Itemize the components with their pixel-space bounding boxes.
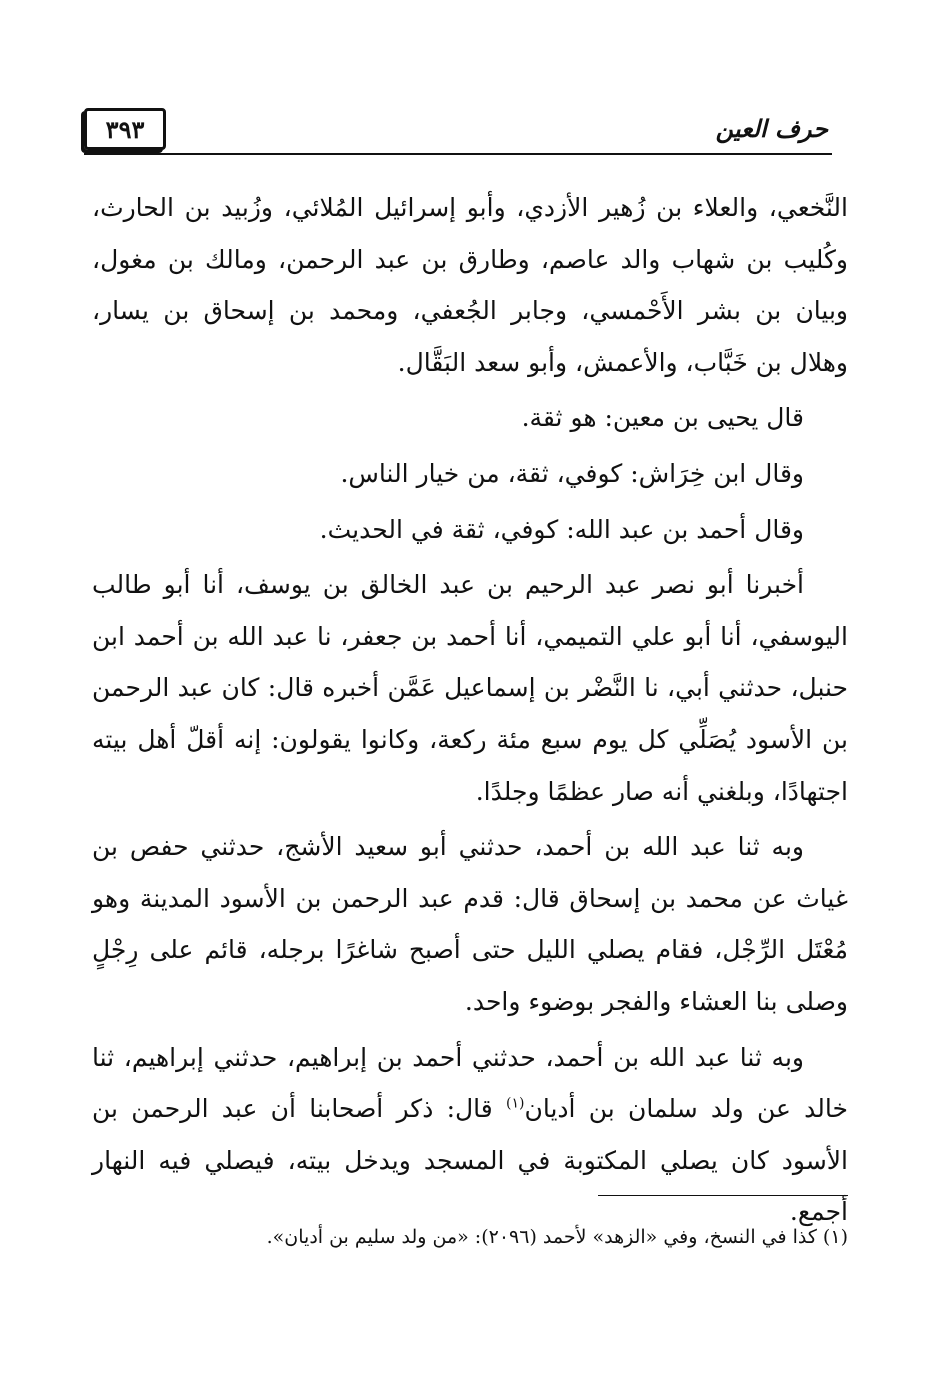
paragraph-narrators: النَّخعي، والعلاء بن زُهير الأزدي، وأبو إسرائيل المُلائي، وزُبيد بن الحارث، وكُليب بن شهاب والد عاصم، وطارق بن عبد الرحمن، ومالك بن مغول، وبيان بن بشر الأَحْمسي، وجابر الجُعفي، ومحمد بن إسحاق بن يسار، وهلال بن خَبَّاب، والأعمش، وأبو سعد البَقَّال.: [92, 193, 848, 377]
paragraph-ibn-main-quote: قال يحيى بن معين: هو ثقة.: [521, 403, 804, 433]
footnote: (١) كذا في النسخ، وفي «الزهد» لأحمد (٢٠٩٦): «من ولد سليم بن أديان».: [266, 1226, 848, 1248]
paragraph-isnad-3-part-1: وبه ثنا عبد الله بن أحمد، حدثني أحمد بن إبراهيم، حدثني إبراهيم، ثنا خالد عن ولد سلمان بن أديان: [92, 1042, 848, 1124]
paragraph-ibn-khirash-quote: وقال ابن خِرَاش: كوفي، ثقة، من خيار الناس.: [340, 458, 804, 488]
main-text: [92, 182, 848, 1242]
paragraph-isnad-3: [92, 1032, 848, 1238]
header-rule: [84, 153, 832, 155]
paragraph-ahmad-quote: وقال أحمد بن عبد الله: كوفي، ثقة في الحديث.: [319, 514, 804, 544]
paragraph-isnad-1: أخبرنا أبو نصر عبد الرحيم بن عبد الخالق بن يوسف، أنا أبو طالب اليوسفي، أنا أبو علي التميمي، أنا أحمد بن جعفر، نا عبد الله بن أحمد ابن حنبل، حدثني أبي، نا النَّضْر بن إسماعيل عَمَّن أخبره قال: كان عبد الرحمن بن الأسود يُصَلِّي كل يوم سبع مئة ركعة، وكانوا يقولون: إنه أقلّ أهل بيته اجتهادًا، وبلغني أنه صار عظمًا وجلدًا.: [92, 570, 848, 806]
paragraph-isnad-2: وبه ثنا عبد الله بن أحمد، حدثني أبو سعيد الأشج، حدثني حفص بن غياث عن محمد بن إسحاق قال: قدم عبد الرحمن بن الأسود المدينة وهو مُعْتَل الرِّجْل، فقام يصلي الليل حتى أصبح شاغرًا برجله، قائم على رِجْلٍ وصلى بنا العشاء والفجر بوضوء واحد.: [92, 832, 848, 1016]
paragraph-isnad-3-part-2: قال: ذكر أصحابنا أن عبد الرحمن بن الأسود كان يصلي المكتوبة في المسجد ويدخل بيته، فيصلي فيه النهار أجمع.: [92, 1094, 848, 1227]
running-title: حرف العين: [715, 114, 828, 143]
footnote-reference: (١): [506, 1095, 525, 1112]
page-number: ٣٩٣: [84, 108, 166, 150]
footnote-rule: [598, 1195, 848, 1196]
page-header: [84, 108, 832, 156]
